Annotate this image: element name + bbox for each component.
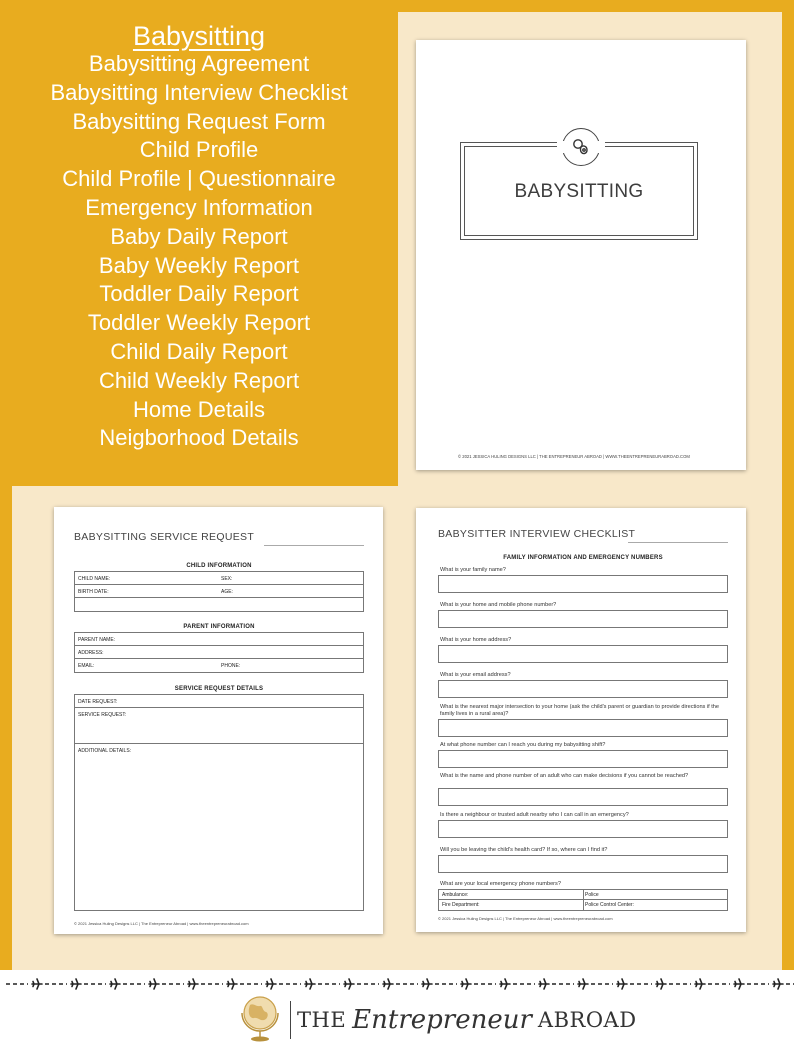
question-label: Will you be leaving the child's health card? If so, where can I find it? [440, 847, 608, 853]
field-label: ADDRESS: [78, 650, 104, 656]
list-item: Babysitting Request Form [72, 108, 326, 134]
child-info-table [74, 571, 364, 612]
field-label: Fire Department: [442, 902, 480, 908]
service-request-page [54, 507, 383, 934]
field-label: DATE REQUEST: [78, 699, 118, 705]
field-label: AGE: [221, 589, 233, 595]
answer-box [438, 610, 728, 628]
field-label: Ambulance: [442, 892, 469, 898]
question-label: What is your email address? [440, 672, 511, 678]
cover-page [416, 40, 746, 470]
list-item: Babysitting Agreement [88, 51, 310, 76]
question-label: What is the nearest major intersection to your home (ask the child's parent or guardian to provide directions if the family lives in a rural area)? [440, 704, 720, 717]
list-item: Child Profile [139, 137, 259, 163]
question-label: What is your home address? [440, 637, 512, 643]
list-item: Home Details [132, 396, 266, 422]
field-label: BIRTH DATE: [78, 589, 109, 595]
heading-rule [264, 545, 364, 546]
table-row [75, 659, 363, 672]
answer-box [438, 680, 728, 698]
page-title: BABYSITTING SERVICE REQUEST [74, 531, 255, 543]
answer-box [438, 750, 728, 768]
table-row [75, 633, 363, 646]
logo-abroad-text: ABROAD [537, 1008, 637, 1032]
question-label: What is your home and mobile phone number? [440, 602, 557, 608]
service-details-table [74, 694, 364, 911]
question-label: Is there a neighbour or trusted adult nearby who I can call in an emergency? [440, 812, 629, 818]
table-row [75, 646, 363, 659]
logo-divider [290, 1001, 291, 1039]
answer-box [438, 719, 728, 737]
field-label: SEX: [221, 576, 233, 582]
list-item: Toddler Weekly Report [87, 310, 311, 336]
table-row [75, 598, 363, 611]
logo-the-text: THE [297, 1008, 347, 1032]
page-footer: © 2021 Jessica Huling Designs LLC | The Entrepreneur Abroad | www.theentrepreneurabroad.com [438, 916, 613, 921]
logo-script-text: Entrepreneur [352, 1005, 532, 1035]
field-label: Police Control Center: [585, 902, 634, 908]
field-label: PARENT NAME: [78, 637, 116, 643]
section-heading: SERVICE REQUEST DETAILS [174, 686, 264, 692]
answer-box [438, 645, 728, 663]
page-footer: © 2021 Jessica Huling Designs LLC | The Entrepreneur Abroad | www.theentrepreneurabroad.com [74, 921, 249, 926]
brand-banner [0, 970, 794, 1058]
cover-title: BABYSITTING [514, 181, 644, 202]
field-label: Police [585, 892, 599, 898]
table-row [75, 744, 363, 910]
section-heading: PARENT INFORMATION [183, 624, 255, 630]
document-list [0, 50, 398, 453]
answer-box [438, 855, 728, 873]
list-item: Child Weekly Report [98, 367, 300, 393]
answer-box [438, 820, 728, 838]
field-label: SERVICE REQUEST: [78, 712, 127, 718]
question-label: What is the name and phone number of an adult who can make decisions if you cannot be reached? [440, 773, 689, 779]
answer-box [438, 788, 728, 806]
list-item: Baby Daily Report [110, 223, 288, 249]
list-title: Babysitting [132, 21, 266, 51]
product-list-panel [0, 0, 398, 486]
question-label: What are your local emergency phone numbers? [440, 881, 561, 887]
question-label: At what phone number can I reach you during my babysitting shift? [440, 742, 606, 748]
field-label: EMAIL: [78, 663, 95, 669]
interview-checklist-page [416, 508, 746, 932]
airplane-icon [0, 977, 794, 991]
table-row [439, 900, 727, 910]
answer-box [438, 575, 728, 593]
table-row [439, 890, 727, 900]
field-label: PHONE: [221, 663, 241, 669]
list-item: Toddler Daily Report [99, 281, 299, 307]
parent-info-table [74, 632, 364, 673]
list-item: Child Daily Report [110, 338, 288, 364]
section-heading: FAMILY INFORMATION AND EMERGENCY NUMBERS [503, 555, 663, 561]
question-label: What is your family name? [440, 567, 506, 573]
brand-logo [238, 994, 637, 1046]
field-label: ADDITIONAL DETAILS: [78, 748, 132, 754]
heading-rule [628, 542, 728, 543]
list-item: Emergency Information [85, 194, 313, 220]
globe-icon [238, 993, 284, 1048]
list-item: Child Profile | Questionnaire [62, 166, 336, 192]
table-row [75, 695, 363, 708]
cover-footer: © 2021 JESSICA HULING DESIGNS LLC | THE ENTREPRENEUR ABROAD | WWW.THEENTREPRENEURABROAD.COM [458, 454, 690, 459]
page-title: BABYSITTER INTERVIEW CHECKLIST [438, 528, 636, 540]
table-row [75, 585, 363, 598]
pacifier-icon [562, 128, 600, 166]
list-item: Baby Weekly Report [98, 252, 300, 278]
emergency-numbers-table [438, 889, 728, 911]
list-item: Babysitting Interview Checklist [50, 79, 348, 105]
field-label: CHILD NAME: [78, 576, 111, 582]
list-item: Neigborhood Details [99, 425, 299, 451]
table-row [75, 572, 363, 585]
table-row [75, 708, 363, 744]
section-heading: CHILD INFORMATION [186, 563, 252, 569]
